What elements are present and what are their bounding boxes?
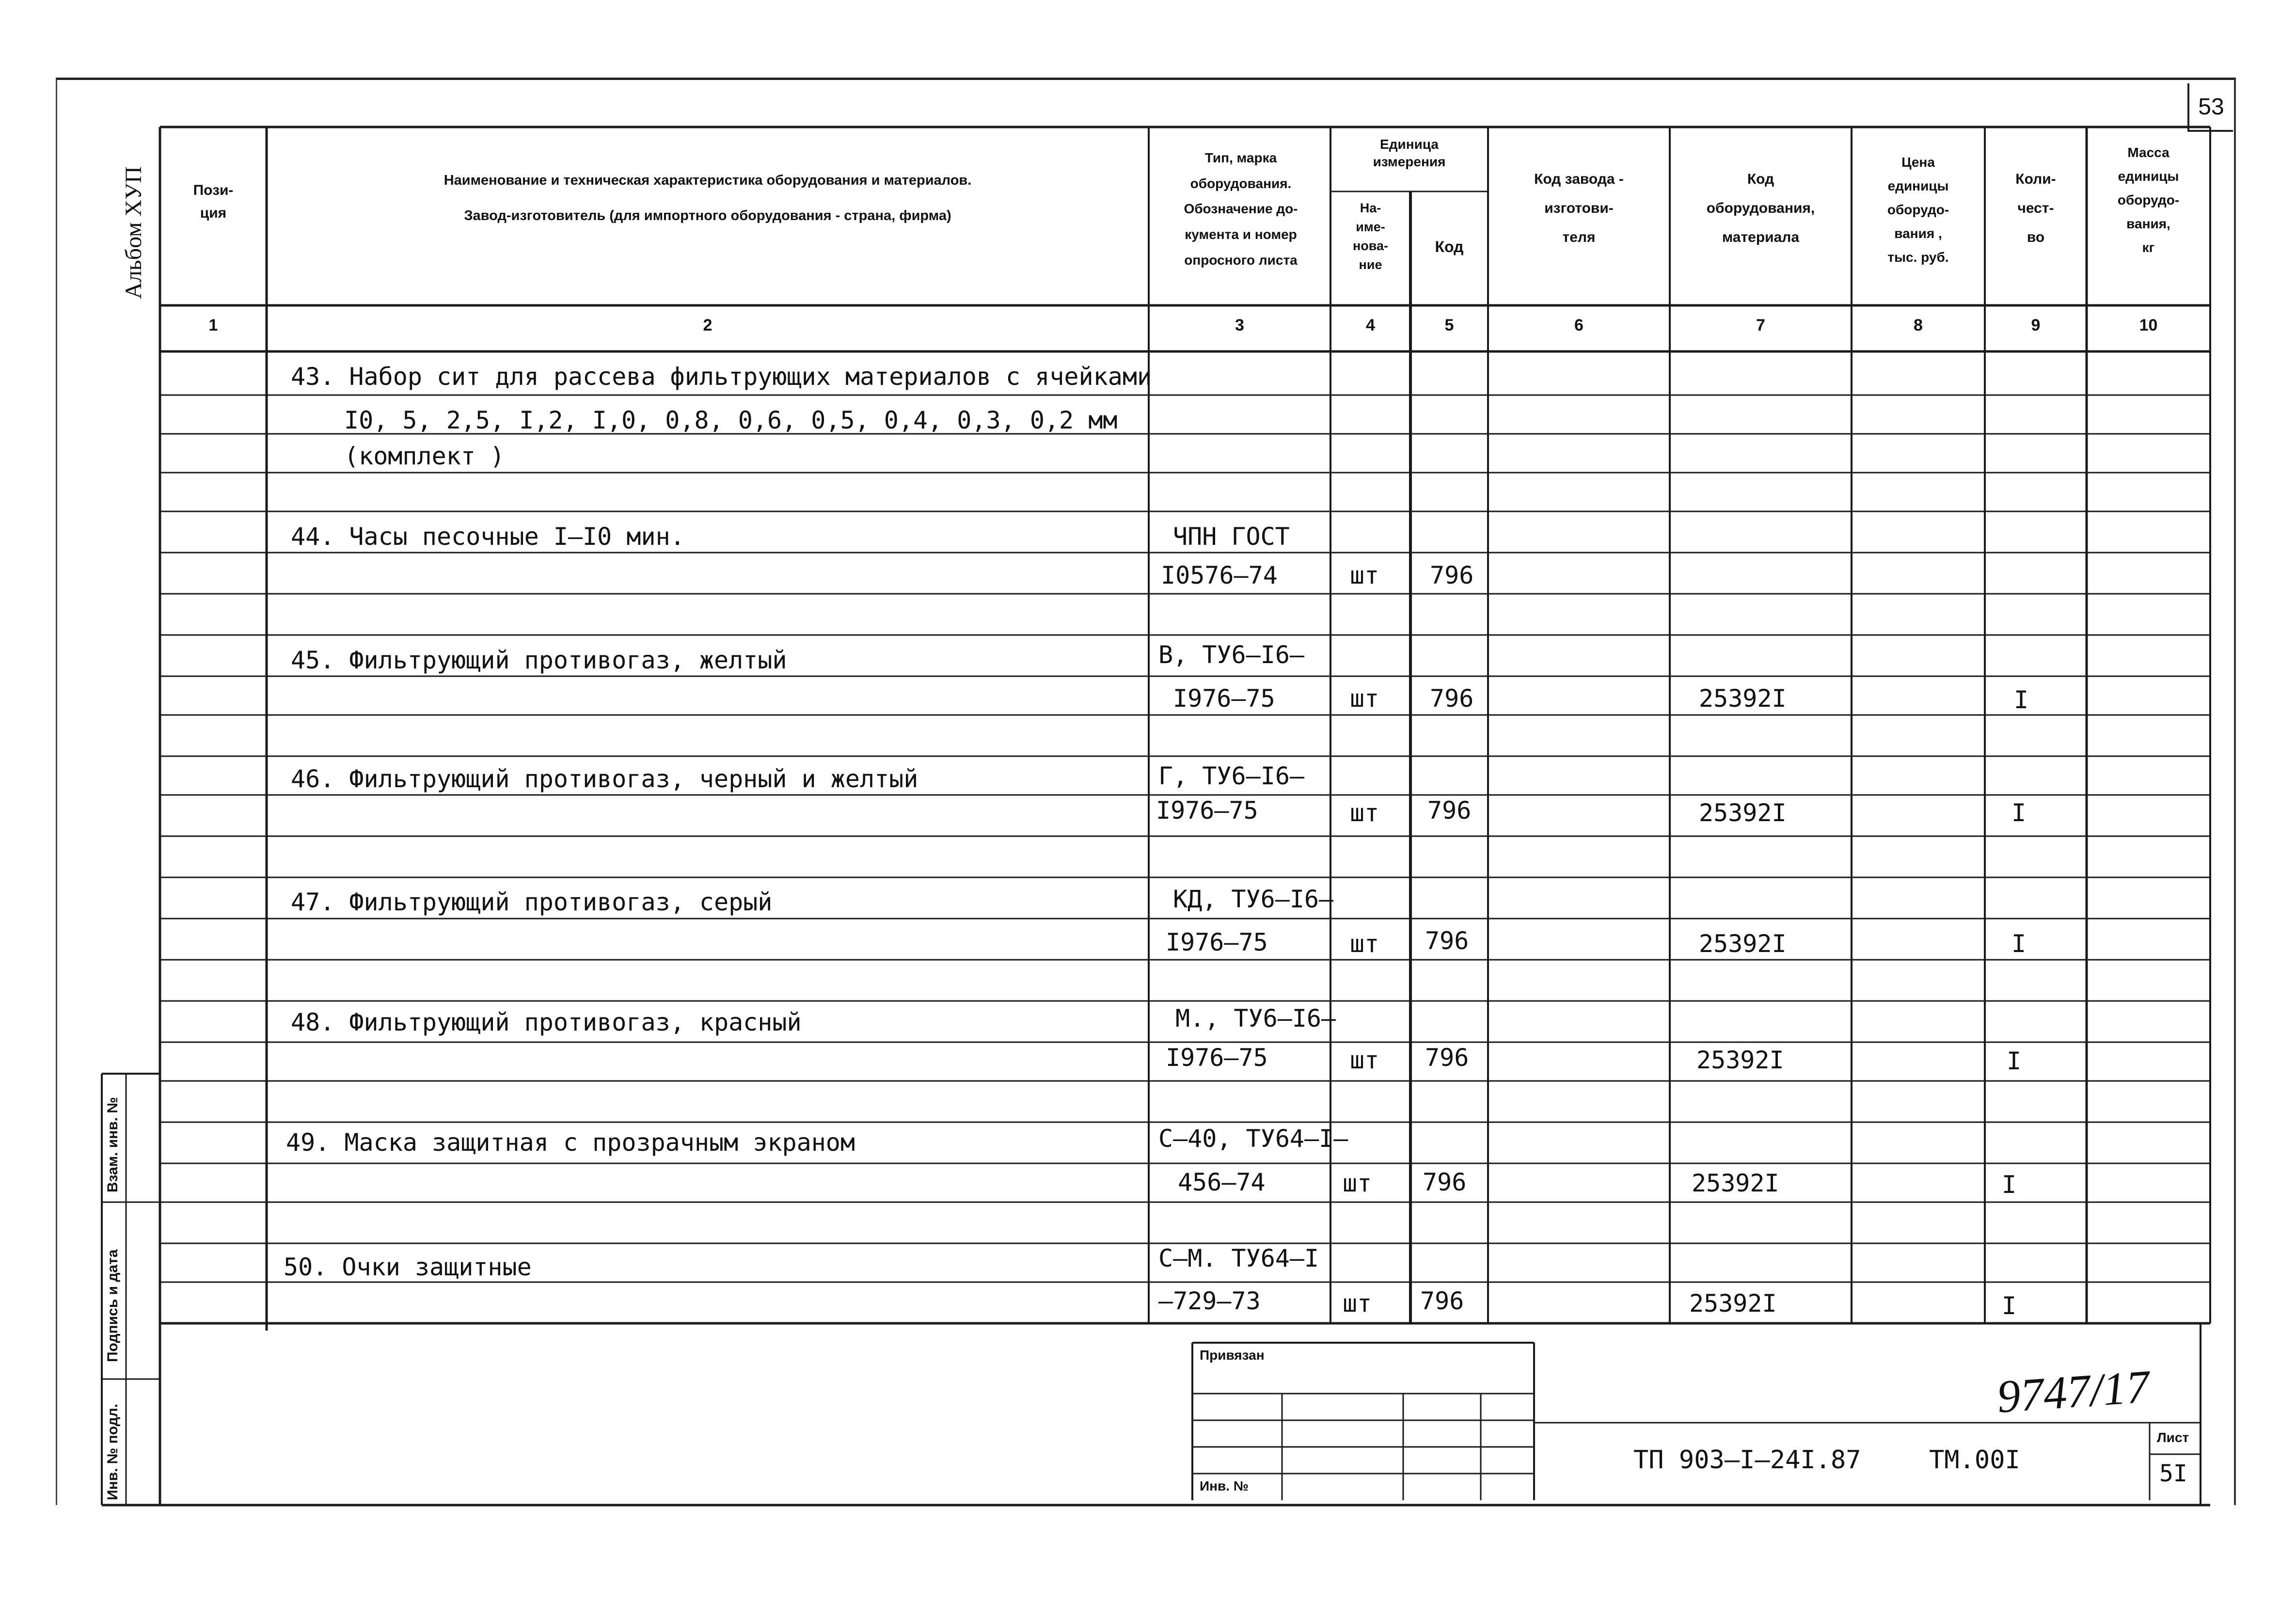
header-text: Единица [1380,137,1439,152]
item-type: I976–75 [1173,684,1275,713]
header-text: кг [2142,240,2155,255]
item-type: I0576–74 [1161,561,1278,589]
column-number: 3 [1235,316,1244,334]
header-text: Обозначение до- [1184,201,1298,217]
header-text: чест- [2017,200,2054,216]
header-text: Пози- [193,182,234,198]
header-text: измерения [1373,154,1446,170]
item-unit-code: 796 [1427,796,1472,825]
header-text: ние [1359,257,1382,272]
item-material-code: 25392I [1699,930,1787,958]
header-type [1154,145,1328,273]
item-unit: шт [1350,799,1379,827]
item-quantity: I [2002,1171,2017,1199]
item-unit: шт [1350,561,1379,589]
item-material-code: 25392I [1699,684,1787,713]
header-text: вания, [2126,216,2170,231]
item-unit: шт [1350,684,1379,713]
header-unit-name [1333,199,1408,275]
column-number: 9 [2031,316,2041,334]
sheet-number: 5I [2159,1460,2187,1487]
column-number: 7 [1756,316,1765,334]
stamp-inv-label: Инв. № [1200,1478,1249,1493]
item-name: 48. Фильтрующий противогаз, красный [291,1008,802,1036]
item-type: I976–75 [1166,928,1268,956]
item-unit: шт [1343,1169,1372,1197]
item-type: I976–75 [1166,1044,1268,1072]
column-number: 8 [1914,316,1923,334]
header-text: кумента и номер [1185,226,1297,242]
sheet-label: Лист [2157,1430,2189,1445]
item-name: 45. Фильтрующий противогаз, желтый [291,646,787,674]
header-text: теля [1562,229,1596,245]
header-text: тыс. руб. [1887,250,1949,265]
header-text: Тип, марка [1204,150,1277,165]
header-text: нова- [1352,238,1389,254]
column-number: 2 [703,316,713,334]
item-quantity: I [2002,1292,2017,1320]
document-code: ТП 903–I–24I.87 [1633,1445,1861,1475]
header-equipment-code [1672,165,1849,252]
column-number: 5 [1444,316,1454,334]
item-material-code: 25392I [1689,1289,1777,1317]
item-unit: шт [1343,1289,1372,1317]
page-number: 53 [2187,83,2233,132]
sidebar-vzam-label: Взам. инв. № [105,1097,121,1192]
header-text: На- [1360,201,1381,215]
header-text: единицы [2118,169,2179,184]
item-unit-code: 796 [1425,1044,1469,1072]
item-unit-code: 796 [1430,684,1474,713]
item-type: –729–73 [1158,1287,1261,1315]
stamp-privyazan-label: Привязан [1200,1348,1265,1363]
item-name: I0, 5, 2,5, I,2, I,0, 0,8, 0,6, 0,5, 0,4, 0,3, 0,2 мм [344,406,1118,434]
header-unit [1333,136,1486,171]
item-material-code: 25392I [1692,1169,1779,1197]
header-text: опросного листа [1184,252,1298,268]
column-number: 4 [1366,316,1375,334]
header-text: Код [1747,171,1774,187]
header-text: име- [1356,220,1385,235]
item-unit: шт [1350,1046,1379,1074]
item-type: Г, ТУ6–I6– [1158,762,1305,790]
album-label: Альбом ХУП [120,166,146,299]
header-quantity [1987,165,2084,252]
item-type: 456–74 [1178,1168,1266,1196]
item-type: С–М. ТУ64–I [1158,1244,1319,1272]
item-name: 46. Фильтрующий противогаз, черный и желтый [291,765,918,793]
header-text: оборудования, [1706,200,1815,216]
column-number: 6 [1574,316,1583,334]
handwritten-number: 9747/17 [1995,1360,2152,1423]
item-unit-code: 796 [1425,927,1469,955]
header-text: ция [200,205,227,221]
item-name: 44. Часы песочные I–I0 мин. [291,523,685,551]
item-unit-code: 796 [1420,1287,1464,1315]
header-text: Код завода - [1534,171,1624,187]
item-type: С–40, ТУ64–I– [1158,1125,1348,1153]
item-quantity: I [2011,799,2027,827]
item-type: В, ТУ6–I6– [1158,641,1305,669]
header-text: во [2027,229,2045,245]
document-mark: ТМ.00I [1929,1445,2020,1475]
sidebar-inv-label: Инв. № подл. [105,1403,121,1500]
item-quantity: I [2014,686,2029,714]
item-name: 50. Очки защитные [284,1253,532,1281]
column-number: 1 [208,316,218,334]
item-type: ЧПН ГОСТ [1173,523,1290,551]
header-text: оборудования. [1190,175,1292,191]
header-mass [2089,141,2208,259]
item-type: I976–75 [1156,796,1258,825]
item-type: М., ТУ6–I6– [1175,1004,1336,1032]
item-unit-code: 796 [1423,1168,1467,1196]
header-position [167,179,259,224]
header-description [271,170,1144,227]
header-text: оборудо- [1887,202,1949,217]
sidebar-signature-label: Подпись и дата [105,1249,121,1362]
item-type: КД, ТУ6–I6– [1173,885,1334,913]
item-material-code: 25392I [1699,799,1787,827]
item-quantity: I [2011,930,2027,958]
header-text: Масса [2127,145,2169,160]
header-text: изготови- [1544,200,1614,216]
header-unit-code: Код [1435,238,1464,255]
item-quantity: I [2007,1047,2022,1075]
header-text: оборудо- [2117,192,2180,207]
header-price [1854,150,1982,269]
item-unit: шт [1350,930,1379,958]
column-number: 10 [2139,316,2158,334]
item-material-code: 25392I [1696,1046,1784,1074]
item-name: 49. Маска защитная с прозрачным экраном [286,1128,855,1157]
item-name: 47. Фильтрующий противогаз, серый [291,888,773,916]
header-factory-code [1490,165,1667,252]
header-text: материала [1722,229,1800,245]
header-text: Цена [1901,155,1935,170]
header-text: единицы [1887,178,1949,193]
header-text: Коли- [2015,171,2056,187]
item-name: 43. Набор сит для рассева фильтрующих материалов с ячейками [291,363,1152,391]
header-text: Завод-изготовитель (для импортного оборудования - страна, фирма) [464,207,951,223]
item-name: (комплект ) [344,442,505,470]
header-text: вания , [1894,226,1942,241]
header-text: Наименование и техническая характеристика оборудования и материалов. [443,173,972,188]
item-unit-code: 796 [1430,561,1474,589]
